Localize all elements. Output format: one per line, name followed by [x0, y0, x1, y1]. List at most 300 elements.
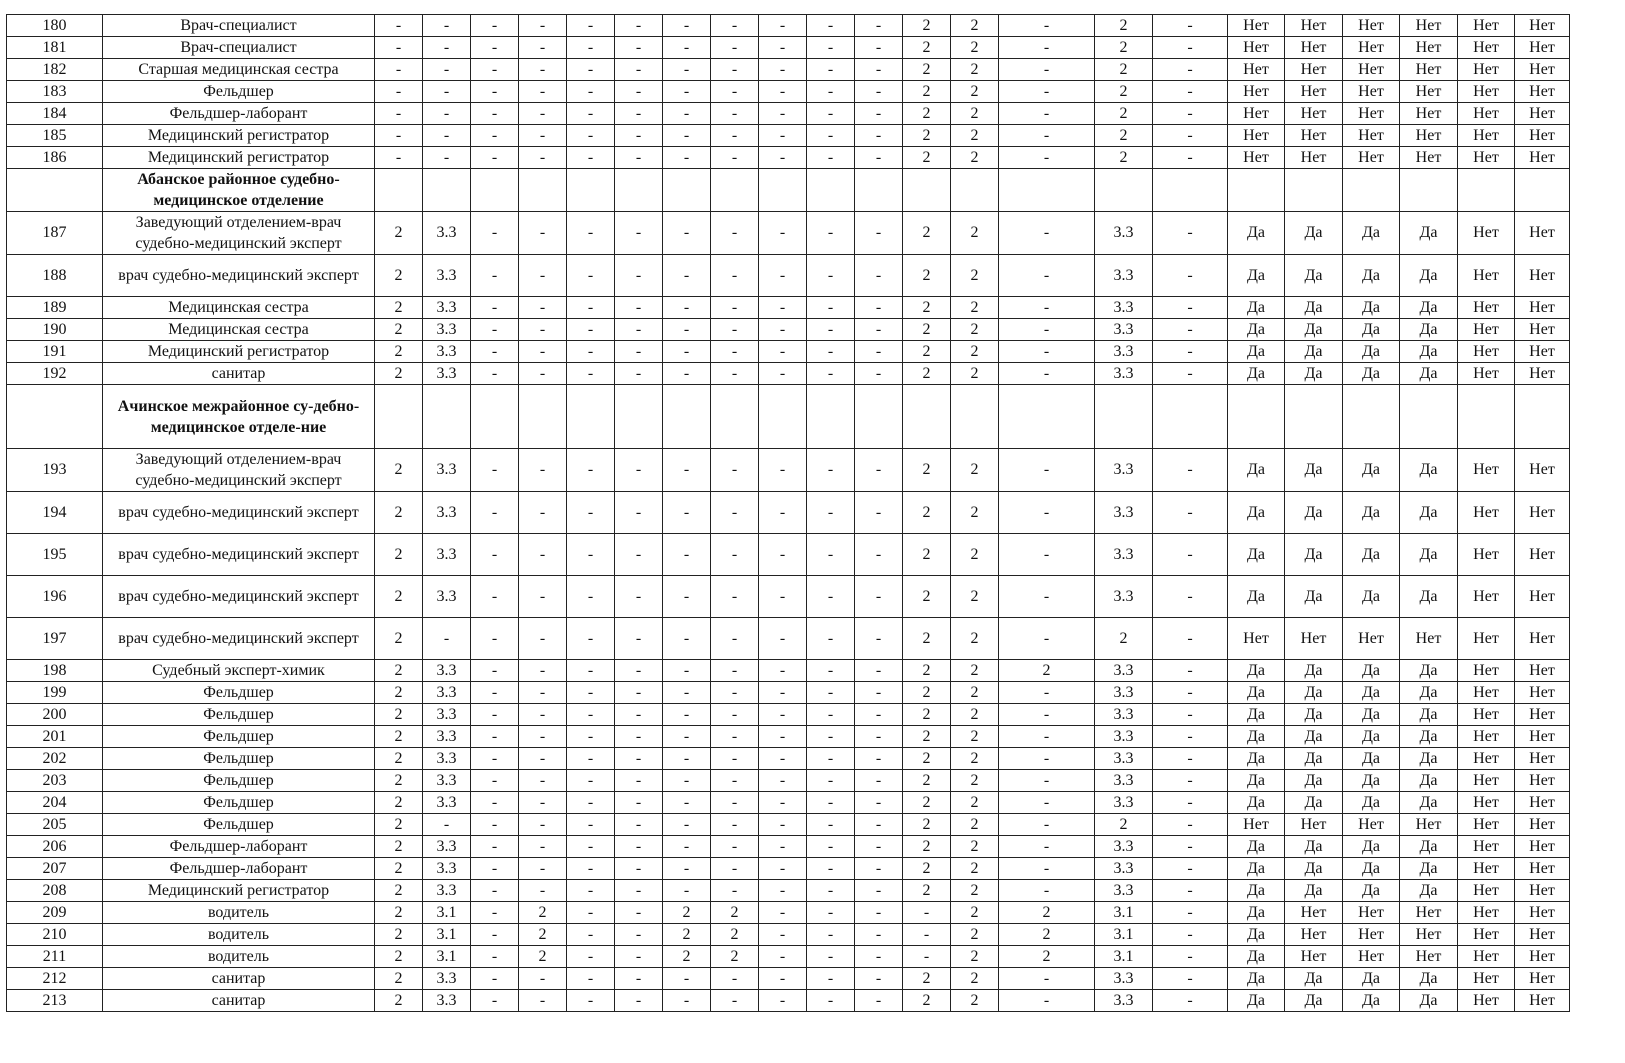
value-cell: Нет — [1400, 81, 1458, 103]
value-cell: Нет — [1515, 103, 1570, 125]
value-cell: Нет — [1515, 59, 1570, 81]
value-cell: - — [999, 880, 1095, 902]
value-cell: 2 — [375, 449, 423, 492]
value-cell: - — [1153, 770, 1228, 792]
value-cell — [1343, 385, 1400, 449]
value-cell: - — [759, 103, 807, 125]
value-cell: 2 — [903, 576, 951, 618]
value-cell: - — [999, 255, 1095, 297]
value-cell: - — [855, 924, 903, 946]
value-cell: - — [855, 576, 903, 618]
value-cell — [807, 169, 855, 212]
value-cell: Да — [1285, 492, 1343, 534]
value-cell: Да — [1400, 492, 1458, 534]
value-cell: - — [663, 682, 711, 704]
position-name-cell: водитель — [103, 924, 375, 946]
value-cell — [1095, 169, 1153, 212]
value-cell: - — [711, 534, 759, 576]
value-cell: - — [663, 492, 711, 534]
value-cell: Да — [1228, 770, 1285, 792]
value-cell: - — [759, 147, 807, 169]
value-cell: - — [807, 15, 855, 37]
table-row — [7, 576, 1570, 618]
value-cell: 3.3 — [1095, 726, 1153, 748]
value-cell — [1458, 385, 1515, 449]
value-cell: Нет — [1228, 103, 1285, 125]
value-cell — [375, 385, 423, 449]
value-cell: - — [519, 968, 567, 990]
value-cell: Нет — [1400, 15, 1458, 37]
value-cell — [855, 385, 903, 449]
value-cell: 2 — [951, 902, 999, 924]
value-cell: - — [855, 341, 903, 363]
value-cell: - — [519, 492, 567, 534]
value-cell: 2 — [375, 946, 423, 968]
value-cell: Да — [1285, 341, 1343, 363]
value-cell: - — [807, 748, 855, 770]
value-cell: Нет — [1458, 858, 1515, 880]
value-cell: - — [615, 946, 663, 968]
value-cell: - — [423, 103, 471, 125]
table-row — [7, 103, 1570, 125]
value-cell — [423, 169, 471, 212]
value-cell: Да — [1400, 297, 1458, 319]
value-cell: Да — [1228, 319, 1285, 341]
value-cell: - — [759, 792, 807, 814]
value-cell: - — [759, 576, 807, 618]
value-cell: - — [1153, 858, 1228, 880]
value-cell: 2 — [903, 297, 951, 319]
value-cell: - — [567, 534, 615, 576]
value-cell: Нет — [1285, 103, 1343, 125]
value-cell: - — [711, 37, 759, 59]
value-cell: - — [615, 726, 663, 748]
value-cell: 2 — [1095, 125, 1153, 147]
value-cell: - — [999, 363, 1095, 385]
value-cell: - — [663, 212, 711, 255]
table-row — [7, 297, 1570, 319]
table-row — [7, 255, 1570, 297]
value-cell — [615, 169, 663, 212]
value-cell: - — [1153, 319, 1228, 341]
position-name-cell: Фельдшер — [103, 81, 375, 103]
value-cell: 3.3 — [1095, 770, 1153, 792]
value-cell: - — [999, 792, 1095, 814]
value-cell: Нет — [1515, 836, 1570, 858]
table-row — [7, 125, 1570, 147]
value-cell: 2 — [999, 660, 1095, 682]
value-cell: - — [567, 341, 615, 363]
value-cell: - — [615, 770, 663, 792]
value-cell: - — [999, 836, 1095, 858]
value-cell: - — [807, 492, 855, 534]
value-cell: Да — [1285, 858, 1343, 880]
value-cell: - — [519, 990, 567, 1012]
value-cell: 3.3 — [1095, 682, 1153, 704]
value-cell: - — [759, 946, 807, 968]
value-cell: Да — [1228, 363, 1285, 385]
value-cell: 3.3 — [423, 212, 471, 255]
value-cell: - — [519, 792, 567, 814]
value-cell: 3.3 — [423, 704, 471, 726]
value-cell: Нет — [1343, 946, 1400, 968]
value-cell: Да — [1343, 492, 1400, 534]
value-cell: - — [519, 704, 567, 726]
value-cell: 3.3 — [1095, 492, 1153, 534]
value-cell: Да — [1285, 792, 1343, 814]
value-cell: 2 — [375, 363, 423, 385]
value-cell: - — [711, 81, 759, 103]
value-cell: - — [663, 341, 711, 363]
value-cell: Нет — [1458, 748, 1515, 770]
value-cell: Да — [1343, 297, 1400, 319]
value-cell: Нет — [1228, 147, 1285, 169]
value-cell: Да — [1343, 212, 1400, 255]
value-cell: 2 — [375, 255, 423, 297]
value-cell: - — [999, 212, 1095, 255]
value-cell: 2 — [951, 59, 999, 81]
value-cell: - — [1153, 534, 1228, 576]
value-cell: - — [711, 836, 759, 858]
value-cell: - — [711, 748, 759, 770]
value-cell: Нет — [1458, 770, 1515, 792]
value-cell: 3.3 — [423, 341, 471, 363]
table-row — [7, 37, 1570, 59]
value-cell: - — [759, 968, 807, 990]
table-body — [7, 15, 1570, 1012]
table-row — [7, 880, 1570, 902]
value-cell — [1515, 385, 1570, 449]
value-cell: - — [759, 534, 807, 576]
value-cell: - — [519, 37, 567, 59]
value-cell: Да — [1285, 880, 1343, 902]
value-cell — [711, 169, 759, 212]
value-cell: - — [1153, 814, 1228, 836]
value-cell: - — [999, 15, 1095, 37]
value-cell: 2 — [1095, 37, 1153, 59]
value-cell: Да — [1228, 449, 1285, 492]
value-cell: - — [1153, 449, 1228, 492]
value-cell: - — [807, 792, 855, 814]
value-cell: - — [807, 363, 855, 385]
value-cell: Нет — [1458, 880, 1515, 902]
value-cell: Нет — [1285, 15, 1343, 37]
value-cell: 3.3 — [1095, 534, 1153, 576]
value-cell — [519, 385, 567, 449]
value-cell: Нет — [1515, 212, 1570, 255]
value-cell: 2 — [903, 792, 951, 814]
value-cell — [999, 169, 1095, 212]
value-cell: - — [759, 770, 807, 792]
value-cell: 3.3 — [423, 726, 471, 748]
value-cell: 3.3 — [1095, 704, 1153, 726]
value-cell: Нет — [1400, 37, 1458, 59]
position-name-cell: Фельдшер — [103, 814, 375, 836]
value-cell: Нет — [1458, 59, 1515, 81]
value-cell: 2 — [375, 770, 423, 792]
value-cell: - — [663, 449, 711, 492]
value-cell: 2 — [999, 924, 1095, 946]
value-cell: - — [759, 59, 807, 81]
value-cell: - — [471, 363, 519, 385]
table-row — [7, 748, 1570, 770]
value-cell: 2 — [375, 902, 423, 924]
value-cell — [1153, 169, 1228, 212]
value-cell: - — [807, 103, 855, 125]
value-cell: Нет — [1515, 660, 1570, 682]
value-cell: 2 — [903, 212, 951, 255]
value-cell: - — [855, 125, 903, 147]
value-cell: Нет — [1458, 902, 1515, 924]
value-cell: Нет — [1515, 792, 1570, 814]
value-cell: Нет — [1228, 81, 1285, 103]
value-cell: Да — [1400, 255, 1458, 297]
value-cell: Нет — [1458, 836, 1515, 858]
value-cell: Нет — [1458, 297, 1515, 319]
value-cell: 2 — [375, 534, 423, 576]
position-name-cell: Судебный эксперт-химик — [103, 660, 375, 682]
value-cell: - — [711, 147, 759, 169]
value-cell: - — [1153, 836, 1228, 858]
value-cell: - — [759, 858, 807, 880]
value-cell: - — [567, 576, 615, 618]
value-cell: 2 — [951, 682, 999, 704]
value-cell: 3.3 — [423, 660, 471, 682]
value-cell: 2 — [375, 726, 423, 748]
value-cell: Да — [1343, 341, 1400, 363]
value-cell: - — [567, 726, 615, 748]
value-cell: - — [759, 682, 807, 704]
value-cell: Нет — [1458, 968, 1515, 990]
value-cell: Нет — [1458, 147, 1515, 169]
value-cell: - — [615, 341, 663, 363]
value-cell: - — [519, 147, 567, 169]
value-cell: 2 — [663, 924, 711, 946]
value-cell: 2 — [375, 704, 423, 726]
value-cell: 2 — [903, 147, 951, 169]
row-number-cell: 199 — [7, 682, 103, 704]
value-cell: - — [471, 660, 519, 682]
row-number-cell: 184 — [7, 103, 103, 125]
value-cell: Да — [1228, 858, 1285, 880]
value-cell: Да — [1400, 682, 1458, 704]
position-name-cell: врач судебно-медицинский эксперт — [103, 534, 375, 576]
table-row — [7, 924, 1570, 946]
value-cell — [1285, 169, 1343, 212]
value-cell: - — [615, 125, 663, 147]
value-cell: Да — [1285, 682, 1343, 704]
value-cell: - — [615, 618, 663, 660]
value-cell: 2 — [903, 125, 951, 147]
value-cell: - — [567, 59, 615, 81]
value-cell: - — [567, 618, 615, 660]
value-cell: Нет — [1515, 704, 1570, 726]
position-name-cell: Медицинский регистратор — [103, 147, 375, 169]
value-cell: Нет — [1343, 103, 1400, 125]
value-cell: 2 — [951, 968, 999, 990]
row-number-cell: 187 — [7, 212, 103, 255]
value-cell: - — [759, 924, 807, 946]
value-cell: - — [615, 212, 663, 255]
row-number-cell: 185 — [7, 125, 103, 147]
value-cell: - — [759, 255, 807, 297]
value-cell: - — [807, 255, 855, 297]
value-cell: - — [807, 576, 855, 618]
value-cell — [567, 169, 615, 212]
value-cell: Да — [1343, 319, 1400, 341]
value-cell: Нет — [1515, 147, 1570, 169]
value-cell: Нет — [1343, 81, 1400, 103]
value-cell: 3.3 — [423, 770, 471, 792]
value-cell: Нет — [1515, 81, 1570, 103]
value-cell: - — [999, 37, 1095, 59]
value-cell: - — [519, 319, 567, 341]
value-cell: - — [519, 81, 567, 103]
value-cell: - — [711, 125, 759, 147]
value-cell: - — [999, 618, 1095, 660]
value-cell: 2 — [951, 212, 999, 255]
value-cell: 2 — [903, 319, 951, 341]
value-cell: Да — [1285, 770, 1343, 792]
value-cell: - — [1153, 37, 1228, 59]
value-cell: - — [471, 704, 519, 726]
value-cell: - — [663, 748, 711, 770]
value-cell: - — [663, 770, 711, 792]
value-cell: 2 — [903, 449, 951, 492]
value-cell: 2 — [663, 902, 711, 924]
value-cell: Нет — [1400, 103, 1458, 125]
value-cell: - — [663, 534, 711, 576]
value-cell: Нет — [1400, 946, 1458, 968]
value-cell: - — [663, 880, 711, 902]
value-cell: - — [1153, 946, 1228, 968]
value-cell: - — [999, 748, 1095, 770]
value-cell: Нет — [1458, 618, 1515, 660]
value-cell: - — [1153, 726, 1228, 748]
value-cell: - — [759, 319, 807, 341]
value-cell: - — [807, 660, 855, 682]
value-cell: - — [471, 576, 519, 618]
value-cell: 3.3 — [423, 449, 471, 492]
value-cell: 2 — [951, 576, 999, 618]
value-cell: - — [711, 792, 759, 814]
value-cell: - — [903, 902, 951, 924]
value-cell: - — [1153, 363, 1228, 385]
value-cell: - — [471, 946, 519, 968]
table-row — [7, 534, 1570, 576]
value-cell: Да — [1228, 492, 1285, 534]
value-cell: Да — [1400, 576, 1458, 618]
row-number-cell: 203 — [7, 770, 103, 792]
value-cell: 2 — [951, 990, 999, 1012]
row-number-cell: 189 — [7, 297, 103, 319]
value-cell: Нет — [1515, 902, 1570, 924]
value-cell: - — [663, 660, 711, 682]
value-cell: 3.3 — [1095, 968, 1153, 990]
value-cell: 2 — [951, 492, 999, 534]
value-cell: - — [855, 37, 903, 59]
value-cell: - — [855, 814, 903, 836]
value-cell: Да — [1343, 880, 1400, 902]
value-cell: Да — [1400, 449, 1458, 492]
value-cell: Да — [1400, 792, 1458, 814]
value-cell: Нет — [1458, 103, 1515, 125]
value-cell: Да — [1343, 968, 1400, 990]
value-cell: Нет — [1343, 125, 1400, 147]
value-cell: - — [615, 103, 663, 125]
value-cell: - — [519, 534, 567, 576]
value-cell: 2 — [951, 534, 999, 576]
position-name-cell: Медицинская сестра — [103, 297, 375, 319]
value-cell: 2 — [951, 924, 999, 946]
value-cell: Нет — [1343, 902, 1400, 924]
value-cell: Да — [1343, 255, 1400, 297]
table-row — [7, 902, 1570, 924]
value-cell: - — [471, 341, 519, 363]
value-cell: Да — [1228, 968, 1285, 990]
value-cell: - — [519, 363, 567, 385]
value-cell: Да — [1343, 704, 1400, 726]
table-row — [7, 858, 1570, 880]
value-cell: Нет — [1515, 255, 1570, 297]
value-cell: - — [567, 880, 615, 902]
position-name-cell: врач судебно-медицинский эксперт — [103, 576, 375, 618]
value-cell: - — [1153, 682, 1228, 704]
value-cell: Нет — [1515, 618, 1570, 660]
position-name-cell: Фельдшер — [103, 726, 375, 748]
position-name-cell: Фельдшер-лаборант — [103, 858, 375, 880]
value-cell: Нет — [1228, 125, 1285, 147]
value-cell: - — [567, 704, 615, 726]
value-cell: - — [519, 59, 567, 81]
row-number-cell: 197 — [7, 618, 103, 660]
value-cell: - — [519, 660, 567, 682]
value-cell: - — [855, 726, 903, 748]
value-cell: - — [855, 492, 903, 534]
value-cell: 3.1 — [1095, 946, 1153, 968]
value-cell: - — [615, 858, 663, 880]
value-cell: - — [1153, 576, 1228, 618]
row-number-cell: 211 — [7, 946, 103, 968]
value-cell: Нет — [1458, 534, 1515, 576]
value-cell: Нет — [1515, 990, 1570, 1012]
value-cell: - — [615, 319, 663, 341]
value-cell: - — [759, 880, 807, 902]
value-cell: - — [471, 492, 519, 534]
value-cell: Нет — [1458, 255, 1515, 297]
value-cell: Да — [1285, 449, 1343, 492]
position-name-cell: Заведующий отделением-врач судебно-медицинский эксперт — [103, 449, 375, 492]
value-cell: 2 — [951, 880, 999, 902]
row-number-cell: 194 — [7, 492, 103, 534]
value-cell: 2 — [951, 792, 999, 814]
value-cell: Да — [1285, 297, 1343, 319]
value-cell: - — [1153, 704, 1228, 726]
position-name-cell: Заведующий отделением-врач судебно-медицинский эксперт — [103, 212, 375, 255]
position-name-cell: Фельдшер — [103, 792, 375, 814]
value-cell: - — [471, 990, 519, 1012]
position-name-cell: водитель — [103, 902, 375, 924]
value-cell: - — [855, 858, 903, 880]
row-number-cell: 198 — [7, 660, 103, 682]
value-cell: 2 — [375, 792, 423, 814]
value-cell: 2 — [375, 660, 423, 682]
value-cell: Да — [1343, 858, 1400, 880]
value-cell: - — [423, 125, 471, 147]
value-cell: Нет — [1515, 125, 1570, 147]
value-cell: Нет — [1515, 880, 1570, 902]
value-cell: - — [519, 341, 567, 363]
